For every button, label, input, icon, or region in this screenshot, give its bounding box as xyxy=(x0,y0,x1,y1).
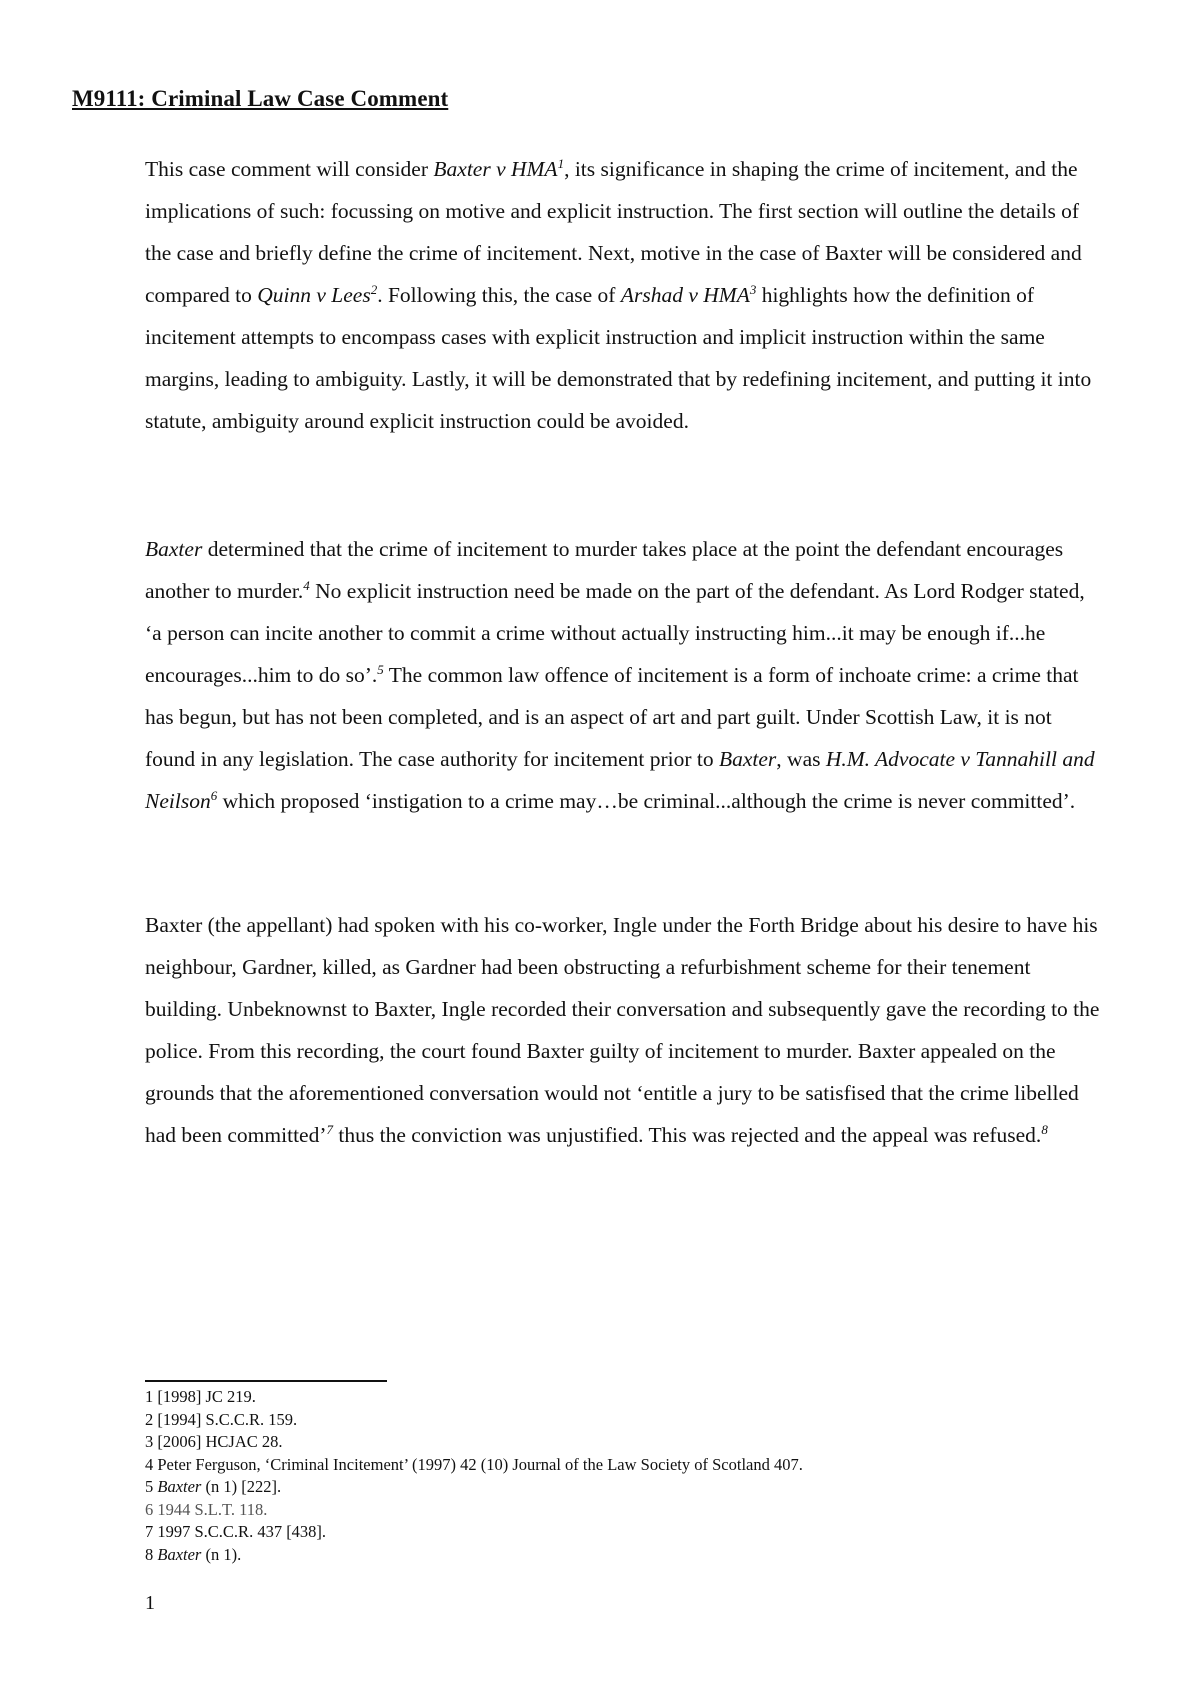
case-name: Baxter v HMA xyxy=(433,157,558,181)
footnote-ref: 4 xyxy=(303,577,310,593)
page-number: 1 xyxy=(145,1592,155,1614)
text-run: This case comment will consider xyxy=(145,157,434,181)
footnote-text: (n 1). xyxy=(201,1544,242,1564)
footnote-item xyxy=(145,1544,803,1567)
text-run: which proposed ‘instigation to a crime may…be criminal...although the crime is never committed’. xyxy=(217,789,1076,813)
footnote-ref: 2 xyxy=(370,281,378,297)
footnote-ref: 6 xyxy=(210,787,218,803)
footnote-ref: 3 xyxy=(749,281,757,297)
footnote-item: 4 Peter Ferguson, ‘Criminal Incitement’ (1997) 42 (10) Journal of the Law Society of Scotland 407. xyxy=(145,1454,803,1474)
text-run: , its significance in shaping the crime of incitement, and the implications of such: focussing on motive and explicit instruction. The first section will outline the details of the case and briefly define the crime of incitement. Next, motive in the case of Baxter will be considered and compared to xyxy=(145,157,1082,307)
case-name: Baxter xyxy=(157,1544,202,1564)
text-run: thus the conviction was unjustified. This was rejected and the appeal was refused. xyxy=(333,1123,1042,1147)
footnote-item: 7 1997 S.C.C.R. 437 [438]. xyxy=(145,1522,327,1541)
footnote-item: 6 1944 S.L.T. 118. xyxy=(145,1499,268,1519)
paragraph-introduction xyxy=(145,148,1100,442)
footnote-ref: 8 xyxy=(1041,1121,1048,1137)
text-run: , was xyxy=(776,747,826,771)
footnote-number: 8 xyxy=(145,1544,158,1564)
footnote-separator xyxy=(145,1380,387,1382)
footnote-list xyxy=(145,1386,803,1566)
document-title: M9111: Criminal Law Case Comment xyxy=(72,86,449,111)
text-run: No explicit instruction need be made on the part of the defendant. As Lord Rodger stated, ‘a person can incite another to commit a crime without actually instructing him...it may be enough if...he encourages...him to do so’. xyxy=(145,579,1085,687)
footnote-item xyxy=(145,1476,803,1499)
case-name: Baxter xyxy=(718,747,777,771)
case-name: Arshad v HMA xyxy=(620,283,750,307)
text-run: determined that the crime of incitement to murder takes place at the point the defendant encourages another to murder. xyxy=(145,537,1064,603)
text-run: . Following this, the case of xyxy=(377,283,621,307)
case-name: Baxter xyxy=(157,1477,202,1496)
footnote-ref: 1 xyxy=(557,155,565,171)
case-name: Baxter xyxy=(145,537,203,561)
case-name: H.M. Advocate v Tannahill and Neilson xyxy=(145,747,1095,813)
text-run: Baxter (the appellant) had spoken with his co-worker, Ingle under the Forth Bridge about his desire to have his neighbour, Gardner, killed, as Gardner had been obstructing a refurbishment scheme for their tenement building. Unbeknownst to Baxter, Ingle recorded their conversation and subsequently gave the recording to the police. From this recording, the court found Baxter guilty of incitement to murder. Baxter appealed on the grounds that the aforementioned conversation would not ‘entitle a jury to be satisfised that the crime libelled had been committed’ xyxy=(145,913,1100,1147)
footnote-ref: 5 xyxy=(377,661,384,677)
paragraph-definition xyxy=(145,528,1100,822)
footnote-number: 5 xyxy=(145,1477,158,1496)
footnote-ref: 7 xyxy=(326,1121,333,1137)
footnote-text: (n 1) [222]. xyxy=(201,1477,282,1496)
text-run: The common law offence of incitement is a form of inchoate crime: a crime that has begun, but has not been completed, and is an aspect of art and part guilt. Under Scottish Law, it is not found in any legislation. The case authority for incitement prior to xyxy=(145,663,1079,771)
case-name: Quinn v Lees xyxy=(257,283,371,307)
paragraph-facts xyxy=(145,904,1100,1156)
text-run: highlights how the definition of incitement attempts to encompass cases with explicit instruction and implicit instruction within the same margins, leading to ambiguity. Lastly, it will be demonstrated that by redefining incitement, and putting it into statute, ambiguity around explicit instruction could be avoided. xyxy=(145,283,1092,433)
footnote-item: 1 [1998] JC 219. xyxy=(145,1387,256,1406)
footnote-item: 3 [2006] HCJAC 28. xyxy=(145,1432,283,1451)
footnote-item: 2 [1994] S.C.C.R. 159. xyxy=(145,1409,298,1429)
